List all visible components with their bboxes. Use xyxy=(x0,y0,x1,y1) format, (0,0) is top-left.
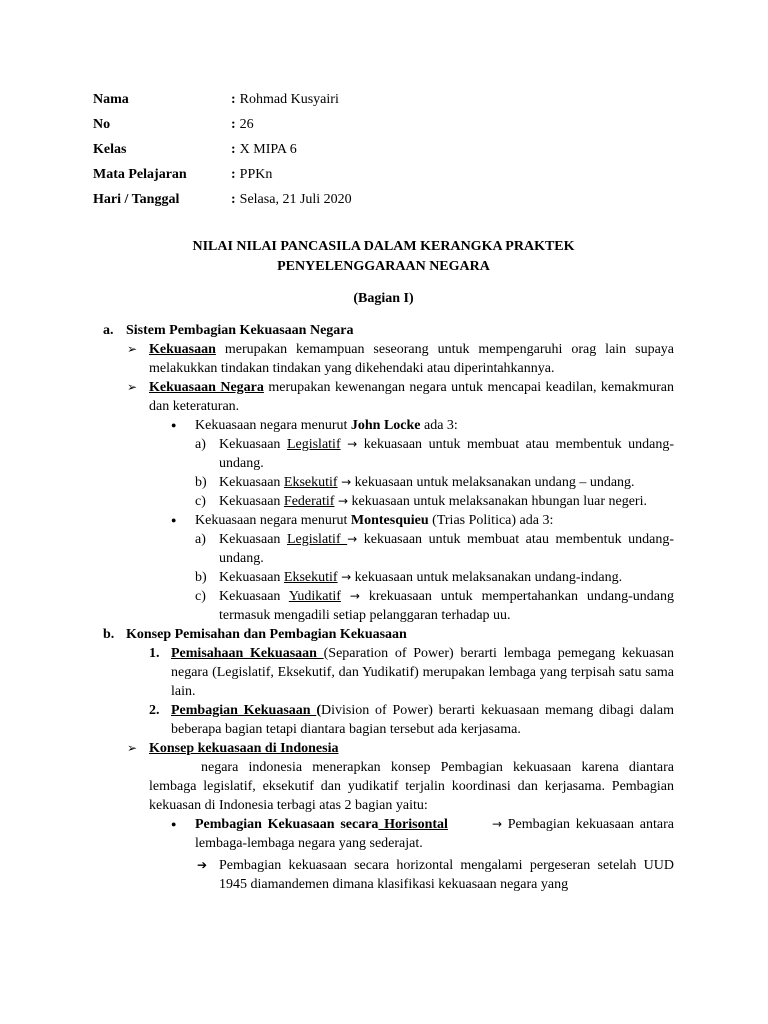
chevron-bullet-icon: ➢ xyxy=(127,380,138,394)
item-text: kekuasaan untuk melaksanakan undang – undang. xyxy=(351,475,635,490)
info-row-nama xyxy=(93,87,352,112)
item-term: Pemisahaan Kekuasaan xyxy=(171,646,324,661)
item-prefix: Kekuasaan xyxy=(219,589,289,604)
section-title: Sistem Pembagian Kekuasaan Negara xyxy=(126,323,354,338)
definition-text: merupakan kemampuan seseorang untuk mempengaruhi orag lain supaya melakukkan tindakan tindakan yang dikehendaki atau diperintahkannya. xyxy=(149,342,674,376)
info-label: No xyxy=(93,117,111,132)
philosopher-name: Montesquieu xyxy=(350,513,429,528)
konsep-indonesia-paragraph xyxy=(93,758,674,815)
montesquieu-item-legislatif xyxy=(93,530,674,568)
item-marker: 2. xyxy=(149,703,160,718)
part-label: (Bagian I) xyxy=(353,291,414,306)
intro-suffix: (Trias Politica) ada 3: xyxy=(428,513,554,528)
section-b-heading xyxy=(93,625,674,644)
item-marker: a) xyxy=(195,437,206,452)
student-info xyxy=(93,87,352,212)
bold-arrow-icon: ➔ xyxy=(197,858,208,872)
division-term: Horisontal xyxy=(378,817,448,832)
item-paren: ( xyxy=(316,703,322,718)
division-of-power xyxy=(93,701,674,739)
chevron-bullet-icon: ➢ xyxy=(127,342,138,356)
chevron-bullet-icon: ➢ xyxy=(127,741,138,755)
info-label: Mata Pelajaran xyxy=(93,167,187,182)
item-text: kekuasaan untuk melaksanakan hbungan luar negeri. xyxy=(348,494,647,509)
info-row-kelas xyxy=(93,137,352,162)
item-term: Legislatif xyxy=(286,437,341,452)
info-separator: : xyxy=(231,117,236,132)
item-prefix: Kekuasaan xyxy=(219,570,284,585)
item-marker: c) xyxy=(195,494,206,509)
horizontal-division xyxy=(93,815,674,853)
item-marker: 1. xyxy=(149,646,160,661)
info-separator: : xyxy=(231,92,236,107)
definition-term: Kekuasaan Negara xyxy=(149,380,264,395)
definition-text: merupakan kewenangan negara untuk mencapai keadilan, kemakmuran dan keteraturan. xyxy=(149,380,675,414)
arrow-right-icon: → xyxy=(349,589,360,603)
arrow-right-icon: → xyxy=(341,570,352,584)
item-prefix: Kekuasaan xyxy=(219,494,284,509)
item-text: kekuasaan untuk melaksanakan undang-indang. xyxy=(351,570,623,585)
info-row-tanggal xyxy=(93,187,352,212)
item-marker: b) xyxy=(195,570,207,585)
item-text: kekuasaan untuk membuat atau membentuk undang-undang. xyxy=(219,532,674,566)
arrow-right-icon: → xyxy=(337,494,349,508)
item-term: Pembagian Kekuasaan xyxy=(171,703,317,718)
montesquieu-intro xyxy=(93,511,674,530)
bullet-icon: ● xyxy=(171,515,177,525)
horizontal-division-note xyxy=(93,856,674,894)
section-a-heading xyxy=(93,321,674,340)
item-text: krekuasaan untuk mempertahankan undang-undang termasuk mengadili setiap pelanggaran terhadap uu. xyxy=(219,589,674,623)
bullet-icon: ● xyxy=(171,819,177,829)
info-label: Nama xyxy=(93,92,129,107)
section-title: Konsep Pemisahan dan Pembagian Kekuasaan xyxy=(126,627,407,642)
definition-kekuasaan xyxy=(93,340,674,378)
info-separator: : xyxy=(231,142,236,157)
arrow-right-icon: → xyxy=(341,475,352,489)
item-text: Division of Power) berarti kekuasaan memang dibagi dalam beberapa bagian tetapi diantara bagian tersebut ada kerjasama. xyxy=(171,703,674,737)
title-line-2: PENYELENGGARAAN NEGARA xyxy=(277,259,490,274)
item-term: Eksekutif xyxy=(283,475,338,490)
subsection-title: Konsep kekuasaan di Indonesia xyxy=(149,741,339,756)
info-value: 26 xyxy=(239,117,254,132)
intro-text: Kekuasaan negara menurut xyxy=(195,513,351,528)
document-title xyxy=(93,237,674,277)
paragraph-text: negara indonesia menerapkan konsep Pembagian kekuasaan karena diantara lembaga legislatif, eksekutif dan yudikatif terjalin koordinasi dan kerjasama. Pembagian kekuasan di Indonesia terbagi atas 2 bagian yaitu: xyxy=(149,760,674,813)
item-marker: c) xyxy=(195,589,206,604)
item-term: Legislatif xyxy=(286,532,348,547)
division-text: Pembagian kekuasaan antara lembaga-lembaga negara yang sederajat. xyxy=(195,817,674,851)
item-term: Federatif xyxy=(283,494,335,509)
item-prefix: Kekuasaan xyxy=(219,437,287,452)
definition-kekuasaan-negara xyxy=(93,378,674,416)
konsep-indonesia-heading xyxy=(93,739,674,758)
philosopher-name: John Locke xyxy=(350,418,421,433)
locke-intro xyxy=(93,416,674,435)
montesquieu-item-eksekutif xyxy=(93,568,674,587)
division-heading: Pembagian Kekuasaan secara xyxy=(195,817,379,832)
info-separator: : xyxy=(231,192,236,207)
info-value: Selasa, 21 Juli 2020 xyxy=(239,192,352,207)
bullet-icon: ● xyxy=(171,420,177,430)
info-row-no xyxy=(93,112,352,137)
arrow-right-icon: → xyxy=(347,437,358,451)
section-marker: a. xyxy=(103,323,114,338)
document-body xyxy=(93,321,674,894)
arrow-right-icon: → xyxy=(347,532,358,546)
montesquieu-item-yudikatif xyxy=(93,587,674,625)
item-prefix: Kekuasaan xyxy=(219,475,284,490)
note-text: Pembagian kekuasaan secara horizontal mengalami pergeseran setelah UUD 1945 diamandemen dimana klasifikasi kekuasaan negara yang xyxy=(219,858,674,892)
item-term: Yudikatif xyxy=(288,589,341,604)
separation-of-power xyxy=(93,644,674,701)
item-marker: b) xyxy=(195,475,207,490)
info-label: Kelas xyxy=(93,142,127,157)
intro-suffix: ada 3: xyxy=(420,418,458,433)
locke-item-eksekutif xyxy=(93,473,674,492)
info-value: X MIPA 6 xyxy=(239,142,297,157)
item-text: (Separation of Power) berarti lembaga pemegang kekuasan negara (Legislatif, Eksekutif, dan Yudikatif) merupakan lembaga yang terpisah satu sama lain. xyxy=(171,646,675,699)
locke-item-federatif xyxy=(93,492,674,511)
info-label: Hari / Tanggal xyxy=(93,192,180,207)
arrow-right-icon: → xyxy=(491,817,503,831)
intro-text: Kekuasaan negara menurut xyxy=(195,418,351,433)
item-text: kekuasaan untuk membuat atau membentuk undang- undang. xyxy=(219,437,674,471)
info-row-mapel xyxy=(93,162,352,187)
info-value: Rohmad Kusyairi xyxy=(239,92,339,107)
info-separator: : xyxy=(231,167,236,182)
title-line-1: NILAI NILAI PANCASILA DALAM KERANGKA PRAKTEK xyxy=(192,239,575,254)
locke-item-legislatif xyxy=(93,435,674,473)
item-term: Eksekutif xyxy=(283,570,338,585)
section-marker: b. xyxy=(103,627,115,642)
item-prefix: Kekuasaan xyxy=(219,532,287,547)
info-value: PPKn xyxy=(239,167,273,182)
definition-term: Kekuasaan xyxy=(149,342,216,357)
item-marker: a) xyxy=(195,532,206,547)
